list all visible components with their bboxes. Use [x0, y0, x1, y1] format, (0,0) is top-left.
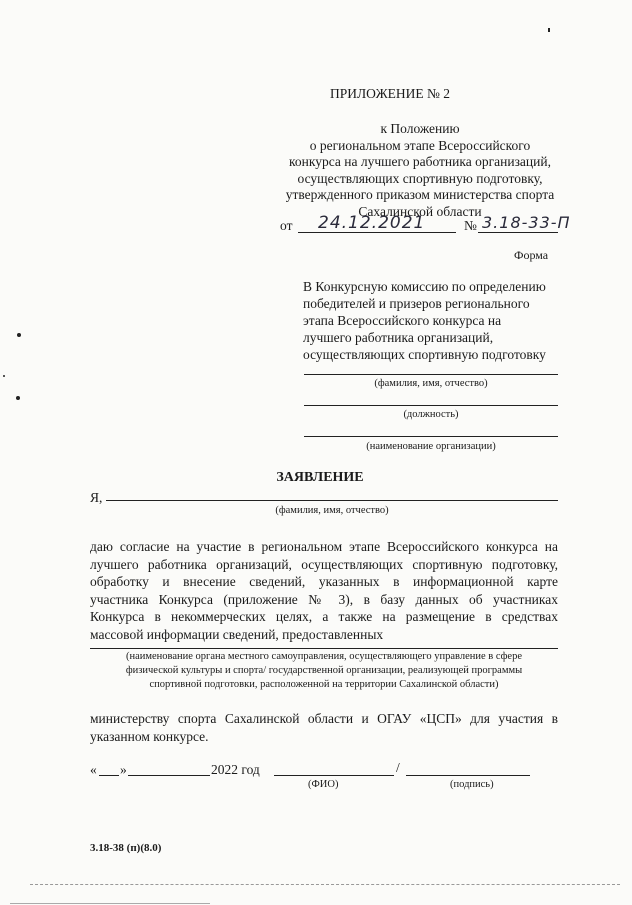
ref-line: к Положению [380, 121, 460, 136]
applicant-name-caption: (фамилия, имя, отчество) [275, 505, 389, 516]
organization-caption: (наименование организации) [366, 441, 496, 452]
body-line: массовой информации сведений, предоставленных [90, 626, 384, 642]
body-line: лучшего работника организаций, осуществляющих спортивную подготовку, [90, 556, 558, 572]
fio-line [304, 374, 558, 375]
ministry-line: указанном конкурсе. [90, 729, 209, 744]
slash: / [396, 760, 400, 775]
bottom-scan-line-2 [10, 903, 210, 904]
ref-line: утвержденного приказом министерства спорта [285, 187, 555, 202]
organization-line [304, 436, 558, 437]
form-label: Форма [514, 248, 549, 262]
addressee-line: этапа Всероссийского конкурса на [303, 313, 502, 328]
caption-line: спортивной подготовки, расположенной на территории Сахалинской области) [149, 679, 499, 690]
body-line: даю согласие на участие в региональном этапе Всероссийского конкурса на [90, 539, 558, 554]
applicant-name-line [106, 500, 558, 501]
signature-line [406, 775, 530, 776]
month-line [128, 775, 210, 776]
bottom-scan-line [30, 884, 620, 885]
ref-line: о региональном этапе Всероссийского [309, 137, 531, 153]
caption-line: физической культуры и спорта/ государственной организации, реализующей программы [125, 665, 523, 676]
date-handwritten: 24.12.2021 [318, 213, 426, 233]
ministry-text [90, 710, 558, 746]
body-line: обработку и внесение сведений, указанных в информационной карте [90, 574, 558, 589]
number-handwritten: 3.18-33-П [482, 213, 571, 232]
day-line [99, 775, 119, 776]
provider-org-line [90, 648, 558, 649]
number-underline [478, 232, 558, 233]
year-text: 2022 год [211, 762, 260, 777]
fio-sign-line [274, 775, 394, 776]
provider-org-caption [88, 650, 560, 692]
reference-block [270, 121, 570, 220]
ref-line: конкурса на лучшего работника организаций, [289, 154, 551, 169]
scan-speck [548, 28, 550, 32]
body-line: участника Конкурса (приложение № 3), в базу данных об участниках [90, 591, 558, 607]
addressee-line: осуществляющих спортивную подготовку [303, 347, 546, 362]
appendix-title: ПРИЛОЖЕНИЕ № 2 [330, 86, 451, 101]
ministry-line: министерству спорта Сахалинской области и ОГАУ «ЦСП» для участия в [90, 711, 558, 726]
addressee-line: лучшего работника организаций, [303, 330, 494, 345]
ref-line: осуществляющих спортивную подготовку, [297, 170, 543, 186]
addressee-line: В Конкурсную комиссию по определению [303, 279, 546, 294]
signature-caption: (подпись) [450, 779, 494, 790]
scan-speck [17, 333, 21, 337]
scan-speck [3, 375, 5, 377]
from-label: от [280, 218, 293, 233]
i-label: Я, [90, 490, 103, 505]
statement-body [90, 538, 558, 643]
statement-title: ЗАЯВЛЕНИЕ [276, 470, 364, 485]
date-quote-close: » [120, 762, 127, 777]
number-label: № [464, 218, 477, 233]
body-line: Конкурса в некоммерческих целях, а также на размещение в средствах [90, 609, 558, 624]
fio-caption: (фамилия, имя, отчество) [374, 378, 488, 389]
addressee-block [303, 278, 563, 363]
ref-line: Сахалинской области [358, 203, 482, 219]
scan-speck [16, 396, 20, 400]
position-caption: (должность) [403, 409, 459, 420]
fio-sign-caption: (ФИО) [308, 779, 339, 790]
position-line [304, 405, 558, 406]
date-quote-open: « [90, 762, 97, 777]
caption-line: (наименование органа местного самоуправления, осуществляющего управление в сфере [125, 651, 523, 662]
addressee-line: победителей и призеров регионального [303, 296, 530, 311]
footer-code: 3.18-38 (п)(8.0) [90, 842, 162, 854]
